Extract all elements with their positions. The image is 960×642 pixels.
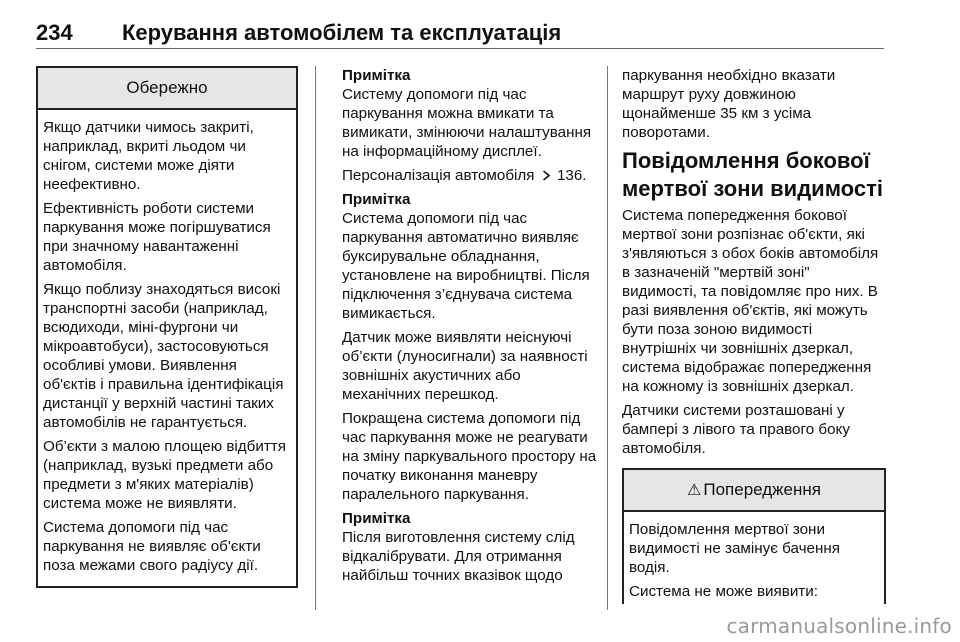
caution-body [38,110,296,586]
warning-paragraph: Система не може виявити: [629,583,818,600]
warning-header [624,470,884,512]
note-block [342,66,598,161]
page-reference[interactable]: 136. [556,167,587,184]
note-text: Систему допомоги під час паркування можна вмикати та вимикати, змінюючи налаштування на інформаційному дисплеї. [342,86,592,160]
column-3 [622,66,886,604]
arrow-right-icon [539,167,557,184]
warning-body [624,512,884,601]
warning-paragraph: Повідомлення мертвої зони видимості не замінує бачення водія. [629,521,840,576]
caution-paragraph: Об’єкти з малою площею відбиття (наприклад, вузькі предмети або предмети з м'яких матеріалів) система може не виявляти. [43,438,286,512]
note-block [342,509,598,585]
section-heading: Повідомлення бокової мертвої зони видимості [622,148,883,201]
header-rule [36,48,884,49]
column-divider-2 [607,66,608,610]
page-number: 234 [36,20,73,45]
watermark: carmanualsonline.info [726,614,952,638]
body-paragraph: Система попередження бокової мертвої зони розпізнає об'єкти, які з'являються з обох боків автомобіля в зазначеній "мертвій зоні" видимості, та повідомляє про них. В разі виявлення об'єктів, які можуть бути поза зоною видимості внутрішніх чи зовнішніх дзеркал, система відображає попередження на кожному із зовнішніх дзеркал. [622,207,879,395]
note-text: Система допомоги під час паркування автоматично виявляє буксирувальне обладнання, установлене на виробництві. Після підключення з’єднувача система вимикається. [342,210,590,322]
running-title: Керування автомобілем та експлуатація [122,20,562,45]
note-label: Примітка [342,510,411,527]
body-paragraph: паркування необхідно вказати маршрут руху довжиною щонайменше 35 км з усіма поворотами. [622,67,836,141]
column-2 [342,66,598,590]
body-paragraph: Покращена система допомоги під час паркування може не реагувати на зміну паркувального простору на початку виконання маневру паралельного паркування. [342,410,597,503]
caution-box [36,66,298,588]
note-text: Після виготовлення систему слід відкалібрувати. Для отримання найбільш точних вказівок щодо [342,529,575,584]
warning-box [622,468,886,604]
column-1 [36,66,298,588]
caution-paragraph: Якщо поблизу знаходяться високі транспортні засоби (наприклад, всюдиходи, міні-фургони чи мікроавтобуси), застосовуються особливі умови. Виявлення об'єктів і правильна ідентифікація дистанції у верхній частині таких автомобілів не гарантується. [43,281,284,431]
cross-reference-text: Персоналізація автомобіля [342,167,535,184]
caution-paragraph: Система допомоги під час паркування не виявляє об'єкти поза межами свого радіусу дії. [43,519,261,574]
note-block [342,190,598,323]
note-label: Примітка [342,67,411,84]
warning-triangle-icon: ⚠ [687,482,702,499]
caution-title: Обережно [38,68,296,110]
cross-reference [342,166,598,185]
body-paragraph: Датчик може виявляти неіснуючі об’єкти (луносигнали) за наявності зовнішніх акустичних або механічних перешкод. [342,329,588,403]
body-paragraph: Датчики системи розташовані у бампері з лівого та правого боку автомобіля. [622,402,850,457]
note-label: Примітка [342,191,411,208]
column-divider-1 [315,66,316,610]
caution-paragraph: Ефективність роботи системи паркування може погіршуватися при значному навантаженні автомобіля. [43,200,271,274]
caution-paragraph: Якщо датчики чимось закриті, наприклад, вкриті льодом чи снігом, системи може діяти неефективно. [43,119,254,193]
warning-title: Попередження [703,480,821,499]
page-header [36,18,884,50]
